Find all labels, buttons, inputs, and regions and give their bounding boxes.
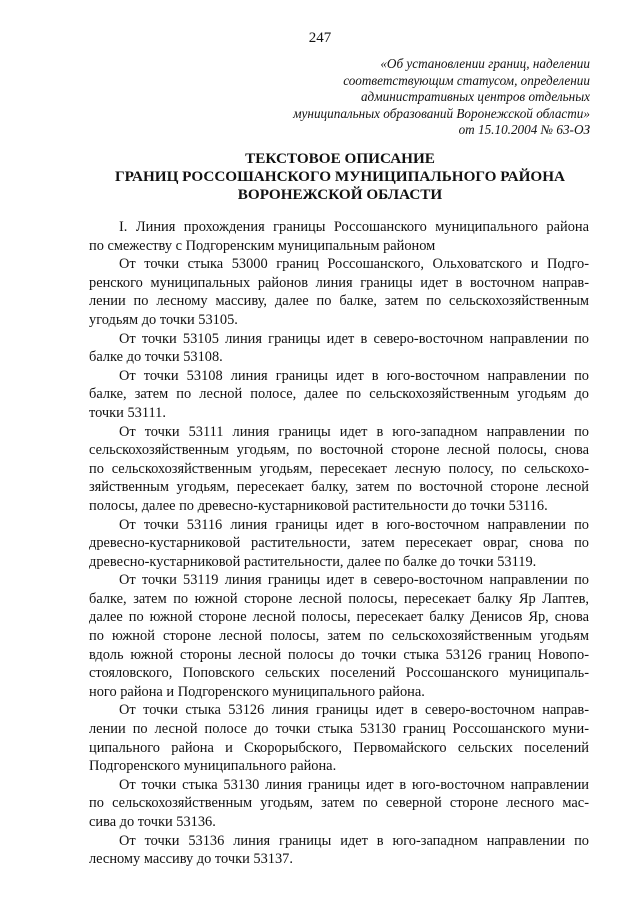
paragraph-line: по смежеству с Подгоренским муниципальным районом	[89, 237, 436, 254]
paragraph	[89, 367, 589, 423]
header-ref-line: «Об установлении границ, наделении	[380, 56, 590, 71]
paragraph-line: От точки стыка 53126 линия границы идет в северо-восточном направ-	[119, 702, 589, 719]
paragraph-line: От точки 53108 линия границы идет в юго-восточном направлении по	[119, 367, 589, 384]
paragraph-line: балке до точки 53108.	[89, 349, 223, 366]
paragraph-line: по южной стороне лесной полосы, затем по сельскохозяйственным угодьям	[89, 628, 589, 645]
paragraph	[89, 701, 589, 775]
paragraph-line: угодьям до точки 53105.	[89, 311, 238, 328]
header-ref-line: административных центров отдельных	[360, 89, 590, 104]
paragraph-line: Подгоренского муниципального района.	[89, 758, 337, 775]
paragraph-line: по сельскохозяйственным угодьям, пересекает лесную полосу, по сельскохо-	[89, 460, 589, 477]
paragraph-line: далее по южной стороне лесной полосы, пересекает балку Денисов Яр, снова	[89, 609, 589, 626]
paragraph-line: ципального района и Скорорыбского, Первомайского сельских поселений	[89, 739, 589, 756]
paragraph-line: От точки 53119 линия границы идет в северо-восточном направлении по	[119, 572, 589, 589]
paragraph	[89, 330, 589, 367]
paragraph	[89, 571, 589, 701]
paragraph-line: балке, затем по южной стороне лесной полосы, пересекает балку Яр Лаптев,	[89, 590, 589, 607]
paragraph-line: I. Линия прохождения границы Россошанского муниципального района	[119, 219, 589, 235]
paragraph-line: вдоль южной стороны лесной полосы до точки стыка 53126 границ Новопо-	[89, 646, 589, 663]
paragraph-line: ного района и Подгоренского муниципального района.	[89, 683, 425, 700]
paragraph-line: древесно-кустарниковой растительности, затем пересекает овраг, снова по	[89, 535, 589, 552]
page-number: 247	[308, 30, 332, 46]
document-body	[89, 218, 589, 869]
header-ref-line: муниципальных образований Воронежской области»	[293, 105, 590, 121]
paragraph-line: лении по лесной полосе до точки стыка 53130 границ Россошанского муни-	[89, 721, 589, 738]
paragraph-line: От точки 53136 линия границы идет в юго-западном направлении по	[119, 832, 589, 849]
paragraph-line: точки 53111.	[89, 404, 166, 421]
document-title	[60, 150, 620, 204]
paragraph-line: лении по лесному массиву, далее по балке, затем по сельскохозяйственным	[89, 293, 589, 310]
paragraph-line: От точки 53105 линия границы идет в северо-восточном направлении по	[119, 330, 589, 347]
header-reference	[230, 56, 590, 139]
paragraph-line: От точки стыка 53000 границ Россошанского, Ольховатского и Подго-	[119, 256, 589, 273]
paragraph	[89, 255, 589, 329]
header-ref-line: соответствующим статусом, определении	[343, 72, 590, 88]
paragraph-line: зяйственным угодьям, пересекает балку, затем по восточной стороне лесной	[89, 479, 589, 496]
paragraph-line: От точки 53111 линия границы идет в юго-западном направлении по	[119, 423, 589, 440]
paragraph	[89, 776, 589, 832]
title-line: ГРАНИЦ РОССОШАНСКОГО МУНИЦИПАЛЬНОГО РАЙОНА	[114, 168, 565, 185]
paragraph-line: От точки 53116 линия границы идет в юго-восточном направлении по	[119, 516, 589, 533]
paragraph-line: лесному массиву до точки 53137.	[89, 851, 293, 868]
paragraph-line: полосы, далее по древесно-кустарниковой растительности до точки 53116.	[89, 497, 548, 514]
paragraph	[89, 516, 589, 572]
paragraph-line: стояловского, Поповского сельских поселений Россошанского муниципаль-	[89, 665, 589, 682]
header-ref-line: от 15.10.2004 № 63-ОЗ	[458, 122, 590, 137]
title-line: ТЕКСТОВОЕ ОПИСАНИЕ	[245, 150, 435, 167]
title-line: ВОРОНЕЖСКОЙ ОБЛАСТИ	[237, 186, 443, 203]
paragraph-line: ренского муниципальных районов линия границы идет в восточном направ-	[89, 274, 589, 291]
paragraph	[89, 423, 589, 516]
paragraph	[89, 832, 589, 869]
paragraph-line: балке, затем по лесной полосе, далее по сельскохозяйственным угодьям до	[89, 386, 589, 403]
paragraph-line: сельскохозяйственным угодьям, по восточной стороне лесной полосы, снова	[89, 442, 589, 459]
paragraph	[89, 218, 589, 255]
paragraph-line: сива до точки 53136.	[89, 814, 216, 830]
paragraph-line: древесно-кустарниковой растительности, далее по балке до точки 53119.	[89, 553, 537, 570]
paragraph-line: От точки стыка 53130 линия границы идет в юго-восточном направлении	[119, 776, 589, 793]
paragraph-line: по сельскохозяйственным угодьям, затем по северной стороне лесного мас-	[89, 795, 589, 812]
